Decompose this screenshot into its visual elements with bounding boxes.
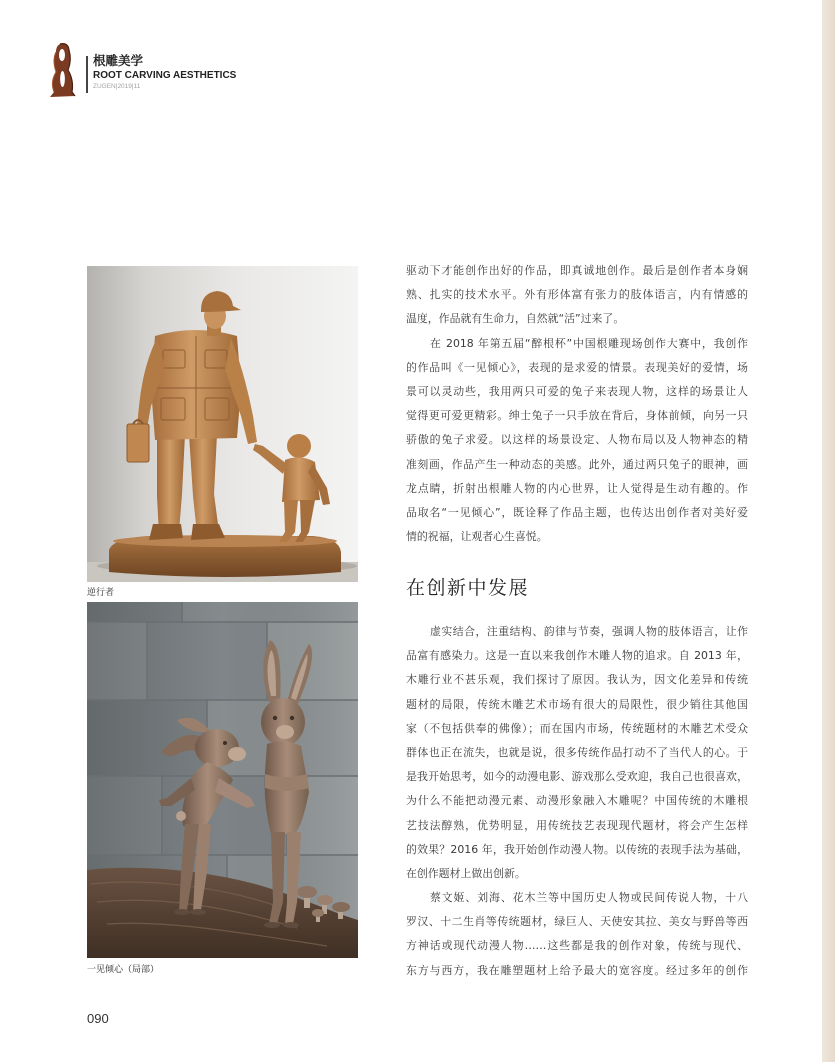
text-line: 准刻画，作品产生一种动态的美感。此外，通过两只兔子的眼神，画 [406,457,748,471]
text-line: 的效果？2016 年，我开始创作动漫人物。以传统的表现手法为基础， [406,842,748,856]
text-line: 品富有感染力。这是一直以来我创作木雕人物的追求。自 2013 年， [406,649,748,663]
paragraph [406,620,748,886]
page-edge-strip [822,0,835,1062]
text-line: 是我开始思考，如今的动漫电影、游戏那么受欢迎，我自己也很喜欢， [406,770,748,784]
paragraph [406,886,748,983]
text-line: 方神话或现代动漫人物……这些都是我的创作对象，传统与现代、 [406,939,748,953]
text-line: 情的祝福，让观者心生喜悦。 [406,530,548,544]
text-line: 罗汉、十二生肖等传统题材，绿巨人、天使安其拉、美女与野兽等西 [406,915,748,929]
soldier-and-child-carving-photo [87,266,358,582]
text-line: 在 2018 年第五届“醉根杯”中国根雕现场创作大赛中，我创作 [430,336,748,350]
issue-label: ZUGEN|2019|11 [93,83,141,90]
text-line: 家（不包括供奉的佛像）；而在国内市场，传统题材的木雕艺术受众 [406,721,748,735]
column-title-cn: 根雕美学 [93,53,144,68]
figure-caption: 一见倾心（局部） [87,965,160,975]
figure-caption: 逆行者 [87,588,115,598]
text-line: 的作品叫《一见倾心》，表现的是求爱的情景。表现美好的爱情，场 [406,360,748,374]
root-carving-logo-icon [48,42,76,98]
paragraph [406,332,748,550]
text-line: 景可以灵动些，我用两只可爱的兔子来表现人物，这样的场景让人 [406,384,748,398]
text-line: 题材的局限，传统木雕艺术市场有很大的局限性，很少销往其他国 [406,697,748,711]
text-line: 品取名“一见倾心”，既诠释了作品主题，也传达出创作者对美好爱 [406,505,748,519]
header-divider [86,56,88,93]
text-line: 蔡文姬、刘海、花木兰等中国历史人物或民间传说人物，十八 [430,891,748,905]
section-heading: 在创新中发展 [406,577,530,599]
text-line: 东方与西方，我在雕塑题材上给予最大的宽容度。经过多年的创作 [406,963,748,977]
text-line: 觉得更可爱更精彩。绅士兔子一只手放在背后，身体前倾，向另一只 [406,409,748,423]
page-number: 090 [87,1011,109,1026]
text-line: 在创作题材上做出创新。 [406,866,526,880]
text-line: 骄傲的兔子求爱。以这样的场景设定、人物布局以及人物神态的精 [406,433,748,447]
column-title-en: ROOT CARVING AESTHETICS [93,70,237,81]
text-line: 为什么不能把动漫元素、动漫形象融入木雕呢？中国传统的木雕根 [406,794,748,808]
article-section-2 [406,620,748,983]
text-line: 驱动下才能创作出好的作品，即真诚地创作。最后是创作者本身娴 [406,264,748,277]
text-line: 熟、扎实的技术水平。外有形体富有张力的肢体语言，内有情感的 [406,288,748,302]
text-line: 虚实结合，注重结构、韵律与节奏，强调人物的肢体语言，让作 [430,625,748,638]
two-rabbits-carving-photo [87,602,358,958]
article-section-1 [406,259,748,549]
text-line: 木雕行业不甚乐观，我们探讨了原因。我认为，因文化差异和传统 [406,673,748,687]
text-line: 龙点睛，折射出根雕人物的内心世界，让人觉得是生动有趣的。作 [406,481,748,495]
text-line: 群体也正在流失，也就是说，很多传统作品打动不了当代人的心。于 [406,745,748,759]
text-line: 艺技法醇熟，优势明显，用传统技艺表现现代题材，将会产生怎样 [406,818,748,832]
text-line: 温度，作品就有生命力，自然就“活”过来了。 [406,312,625,326]
paragraph [406,259,748,332]
